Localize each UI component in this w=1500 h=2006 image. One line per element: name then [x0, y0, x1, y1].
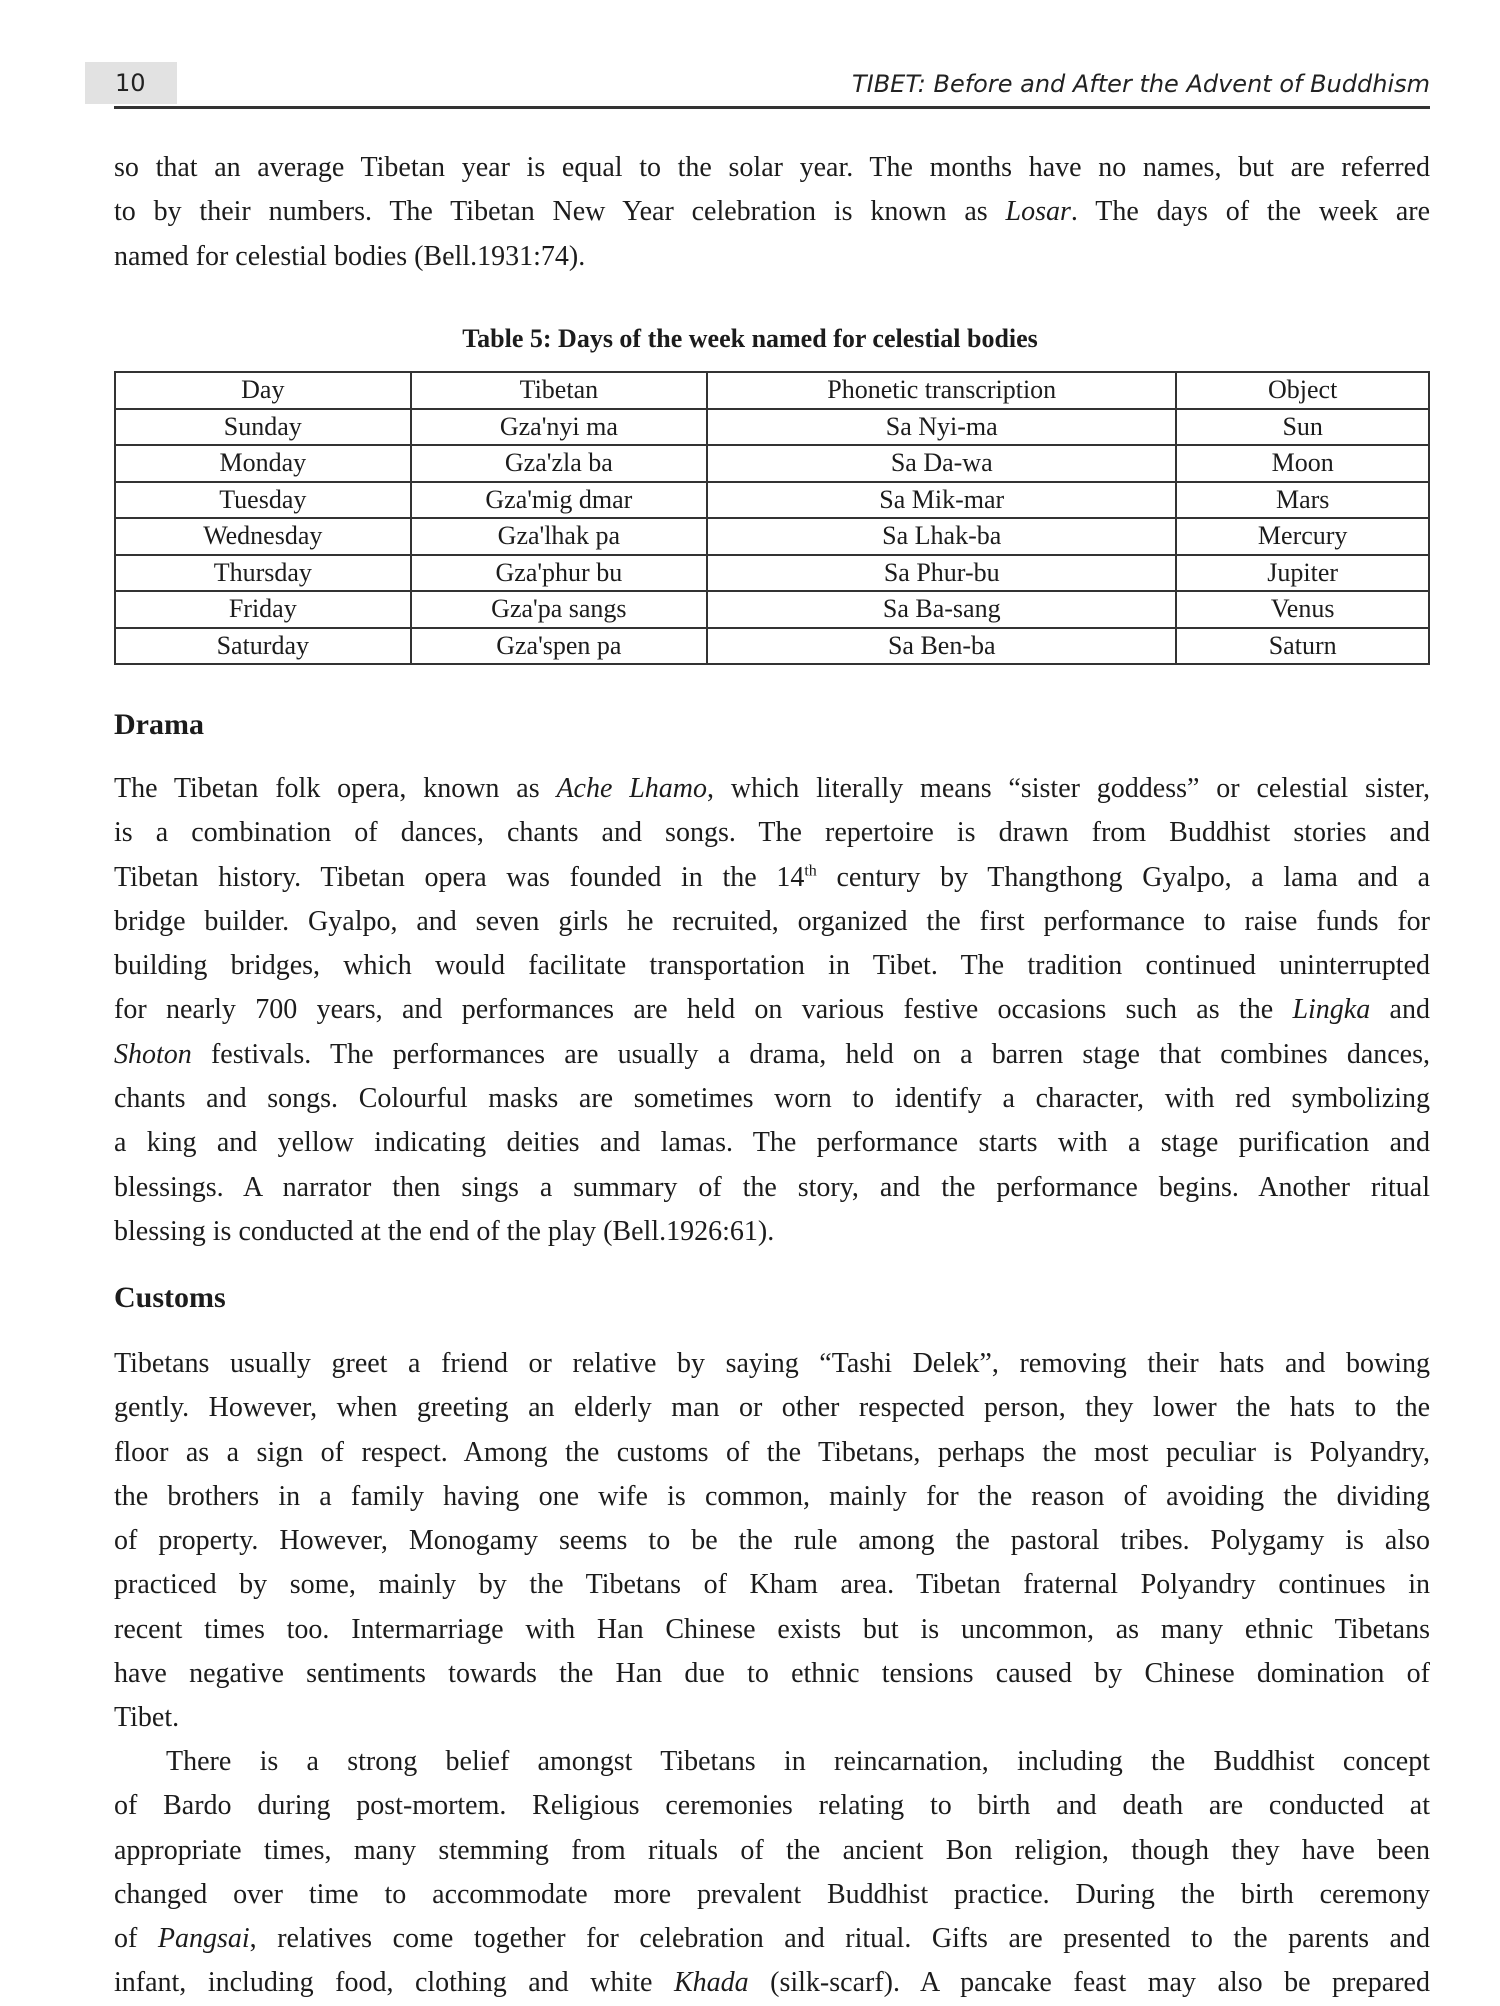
- customs-paragraph-2: [114, 1740, 1430, 2006]
- text-line: named for celestial bodies (Bell.1931:74).: [114, 240, 586, 272]
- table-cell: Gza'spen pa: [411, 628, 708, 665]
- text-line: The Tibetan folk opera, known as Ache Lhamo, which literally means “sister goddess” or celestial sister,: [114, 773, 1430, 804]
- italic-term: Khada: [673, 1967, 749, 1999]
- table-row: [115, 628, 1429, 665]
- text-line: blessings. A narrator then sings a summary of the story, and the performance begins. Another ritual: [114, 1171, 1430, 1203]
- text-line: of property. However, Monogamy seems to be the rule among the pastoral tribes. Polygamy is also: [114, 1525, 1430, 1557]
- text-line: blessing is conducted at the end of the play (Bell.1926:61).: [114, 1215, 775, 1247]
- table-header-cell: Day: [115, 372, 411, 409]
- table-row: [115, 591, 1429, 628]
- header-rule: [114, 106, 1430, 109]
- text-line: to by their numbers. The Tibetan New Year celebration is known as Losar. The days of the week are: [114, 196, 1431, 228]
- table-cell: Gza'pa sangs: [411, 591, 708, 628]
- table-row: [115, 482, 1429, 519]
- table-cell: Sa Phur-bu: [707, 555, 1176, 592]
- table-header-cell: Phonetic transcription: [707, 372, 1176, 409]
- text-line: chants and songs. Colourful masks are sometimes worn to identify a character, with red symbolizing: [114, 1083, 1430, 1115]
- italic-term: Lingka: [1292, 994, 1371, 1026]
- table-cell: Wednesday: [115, 518, 411, 555]
- text-line: the brothers in a family having one wife is common, mainly for the reason of avoiding the dividing: [114, 1480, 1430, 1512]
- text-line: Tibetan history. Tibetan opera was founded in the 14th century by Thangthong Gyalpo, a lama and a: [114, 861, 1431, 893]
- text-line: building bridges, which would facilitate transportation in Tibet. The tradition continued uninterrupted: [114, 950, 1430, 982]
- table-cell: Mars: [1176, 482, 1429, 519]
- text-line: changed over time to accommodate more prevalent Buddhist practice. During the birth ceremony: [114, 1878, 1430, 1910]
- table-cell: Gza'lhak pa: [411, 518, 708, 555]
- table-header-cell: Object: [1176, 372, 1429, 409]
- text-line: gently. However, when greeting an elderly man or other respected person, they lower the hats to the: [114, 1392, 1430, 1424]
- text-line: for nearly 700 years, and performances are held on various festive occasions such as the Lingka and: [114, 994, 1430, 1026]
- drama-paragraph: [114, 767, 1430, 1254]
- table-cell: Gza'phur bu: [411, 555, 708, 592]
- text-line: Shoton festivals. The performances are usually a drama, held on a barren stage that combines dances,: [114, 1038, 1430, 1070]
- text-line: bridge builder. Gyalpo, and seven girls he recruited, organized the first performance to raise funds for: [114, 905, 1430, 937]
- table-cell: Mercury: [1176, 518, 1429, 555]
- text-line: Tibetans usually greet a friend or relative by saying “Tashi Delek”, removing their hats and bowing: [114, 1348, 1430, 1379]
- table-cell: Sa Da-wa: [707, 445, 1176, 482]
- table-cell: Gza'mig dmar: [411, 482, 708, 519]
- table-cell: Friday: [115, 591, 411, 628]
- table-cell: Sa Ba-sang: [707, 591, 1176, 628]
- text-line: have negative sentiments towards the Han due to ethnic tensions caused by Chinese domination of: [114, 1658, 1430, 1690]
- text-line: practiced by some, mainly by the Tibetans of Kham area. Tibetan fraternal Polyandry continues in: [114, 1569, 1430, 1601]
- text-line: Tibet.: [114, 1702, 180, 1734]
- italic-term: Ache Lhamo: [556, 773, 708, 804]
- days-table: [114, 371, 1430, 665]
- text-line: floor as a sign of respect. Among the customs of the Tibetans, perhaps the most peculiar is Polyandry,: [114, 1436, 1430, 1468]
- text-line: a king and yellow indicating deities and lamas. The performance starts with a stage purification and: [114, 1127, 1430, 1159]
- text-line: of Bardo during post-mortem. Religious ceremonies relating to birth and death are conducted at: [114, 1790, 1430, 1822]
- text-line: of Pangsai, relatives come together for celebration and ritual. Gifts are presented to the parents and: [114, 1923, 1430, 1955]
- customs-paragraph-1: [114, 1342, 1430, 1741]
- table-cell: Jupiter: [1176, 555, 1429, 592]
- table-caption: Table 5: Days of the week named for celestial bodies: [462, 324, 1038, 353]
- table-cell: Sa Mik-mar: [707, 482, 1176, 519]
- table-cell: Monday: [115, 445, 411, 482]
- table-cell: Saturday: [115, 628, 411, 665]
- text-line: appropriate times, many stemming from rituals of the ancient Bon religion, though they have been: [114, 1834, 1430, 1866]
- italic-term: Shoton: [114, 1038, 192, 1070]
- intro-paragraph: [114, 146, 1430, 279]
- table-cell: Sunday: [115, 409, 411, 446]
- running-title: TIBET: Before and After the Advent of Buddhism: [851, 70, 1430, 98]
- table-cell: Tuesday: [115, 482, 411, 519]
- superscript: th: [804, 862, 817, 880]
- table-cell: Moon: [1176, 445, 1429, 482]
- table-header-cell: Tibetan: [411, 372, 708, 409]
- italic-term: Pangsai: [157, 1923, 250, 1955]
- table-cell: Sun: [1176, 409, 1429, 446]
- table-row: [115, 518, 1429, 555]
- italic-term: Losar: [1005, 196, 1071, 228]
- table-row: [115, 555, 1429, 592]
- section-heading-drama: Drama: [114, 708, 204, 741]
- page-number: 10: [85, 62, 177, 104]
- text-line: is a combination of dances, chants and songs. The repertoire is drawn from Buddhist stories and: [114, 817, 1430, 849]
- text-line: infant, including food, clothing and white Khada (silk-scarf). A pancake feast may also be prepared: [114, 1967, 1430, 1999]
- section-heading-customs: Customs: [114, 1281, 226, 1314]
- table-row: [115, 409, 1429, 446]
- table-cell: Gza'nyi ma: [411, 409, 708, 446]
- text-line: so that an average Tibetan year is equal to the solar year. The months have no names, but are referred: [114, 152, 1430, 183]
- table-cell: Venus: [1176, 591, 1429, 628]
- table-cell: Thursday: [115, 555, 411, 592]
- table-header-row: [115, 372, 1429, 409]
- text-line: There is a strong belief amongst Tibetans in reincarnation, including the Buddhist concept: [166, 1746, 1430, 1777]
- text-line: recent times too. Intermarriage with Han Chinese exists but is uncommon, as many ethnic Tibetans: [114, 1613, 1430, 1645]
- table-row: [115, 445, 1429, 482]
- table-cell: Sa Ben-ba: [707, 628, 1176, 665]
- table-cell: Gza'zla ba: [411, 445, 708, 482]
- table-cell: Sa Nyi-ma: [707, 409, 1176, 446]
- table-cell: Sa Lhak-ba: [707, 518, 1176, 555]
- table-cell: Saturn: [1176, 628, 1429, 665]
